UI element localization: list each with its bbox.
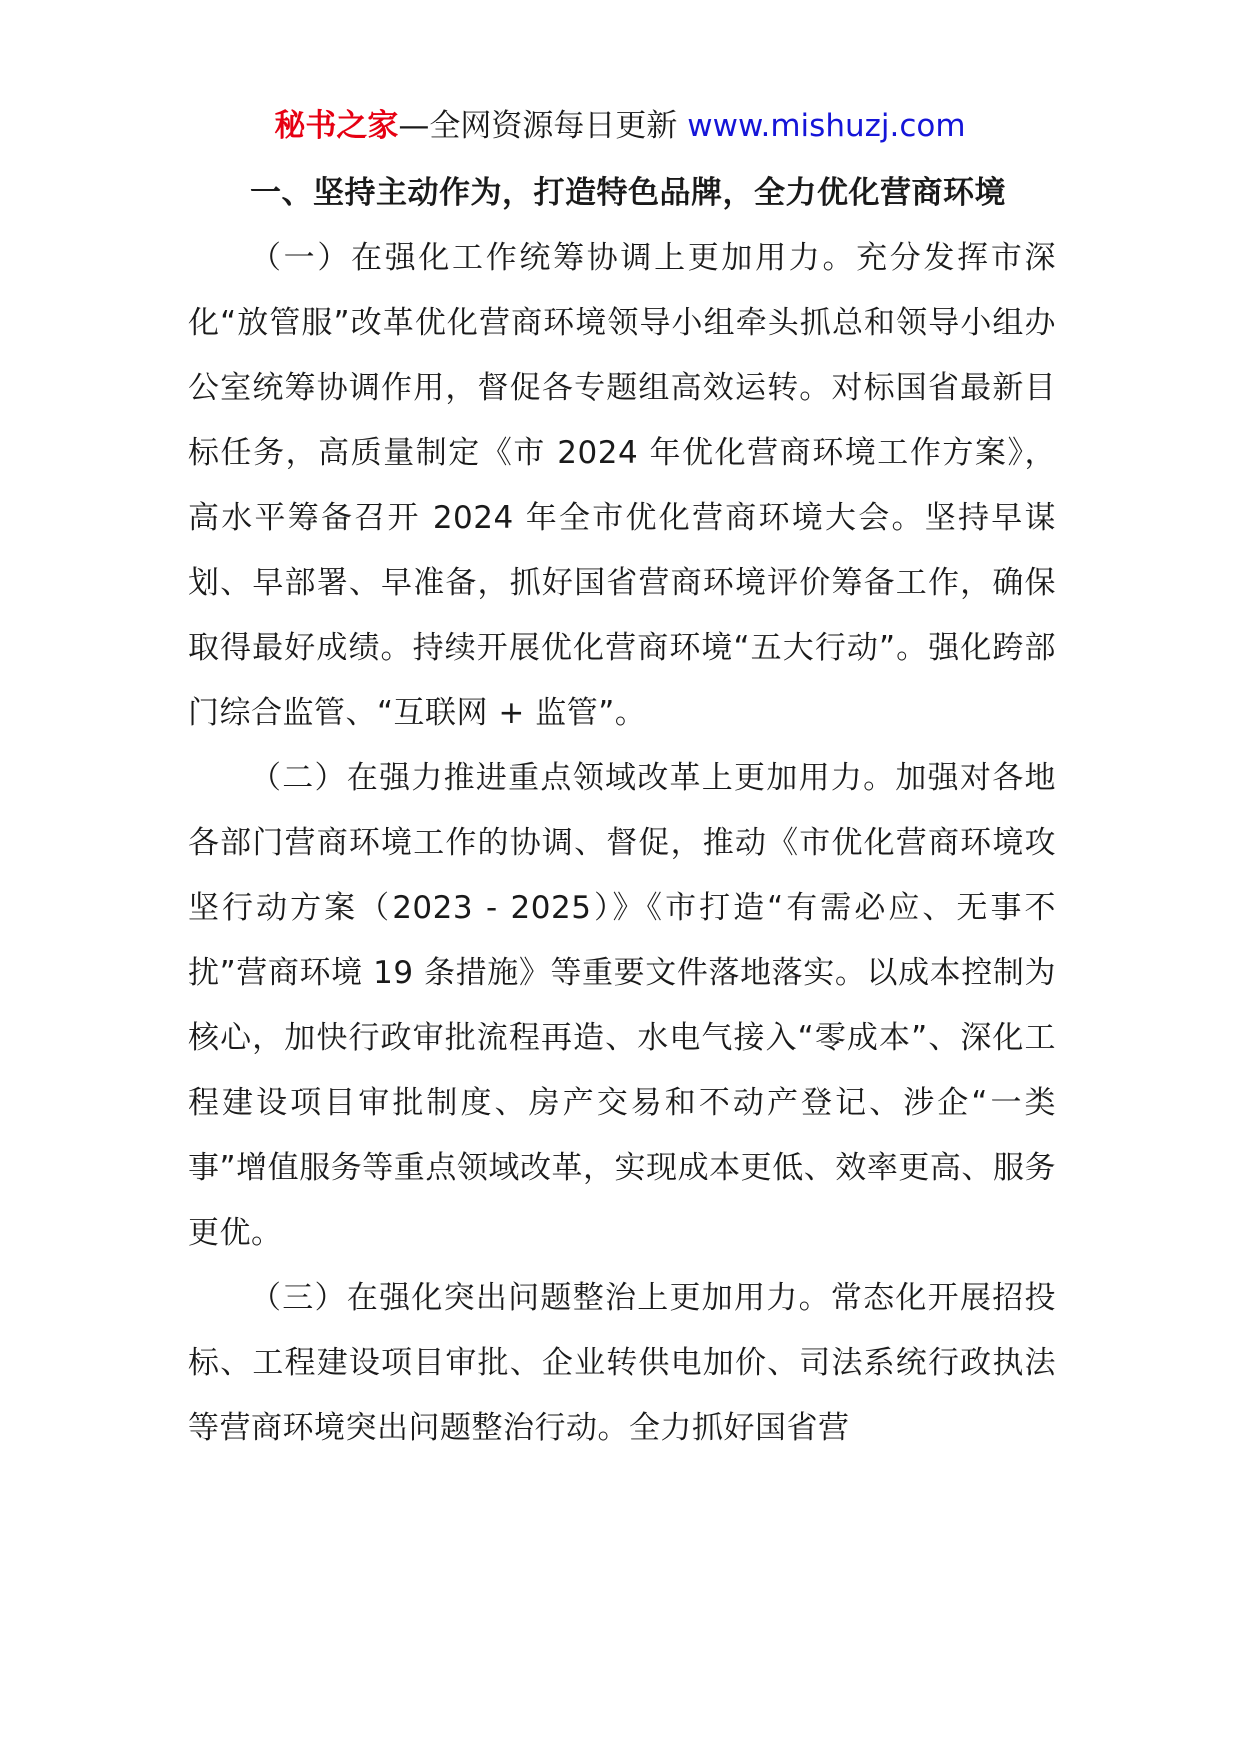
brand-name: 秘书之家 bbox=[274, 108, 399, 144]
page-header bbox=[0, 104, 1240, 148]
header-url-link[interactable]: www.mishuzj.com bbox=[687, 108, 966, 144]
document-body bbox=[188, 161, 1056, 1461]
header-tagline: —全网资源每日更新 bbox=[398, 108, 688, 144]
paragraph: （三）在强化突出问题整治上更加用力。常态化开展招投标、工程建设项目审批、企业转供电加价、司法系统行政执法等营商环境突出问题整治行动。全力抓好国省营 bbox=[188, 1280, 1056, 1446]
section-heading: 一、坚持主动作为，打造特色品牌，全力优化营商环境 bbox=[250, 175, 1006, 211]
paragraph: （二）在强力推进重点领域改革上更加用力。加强对各地各部门营商环境工作的协调、督促，推动《市优化营商环境攻坚行动方案（2023 - 2025）》《市打造“有需必应、无事不扰”营商环境 19 条措施》等重要文件落地落实。以成本控制为核心，加快行政审批流程再造、水电气接入“零成本”、深化工程建设项目审批制度、房产交易和不动产登记、涉企“一类事”增值服务等重点领域改革，实现成本更低、效率更高、服务更优。 bbox=[188, 760, 1056, 1251]
paragraph: （一）在强化工作统筹协调上更加用力。充分发挥市深化“放管服”改革优化营商环境领导小组牵头抓总和领导小组办公室统筹协调作用，督促各专题组高效运转。对标国省最新目标任务，高质量制定《市 2024 年优化营商环境工作方案》，高水平筹备召开 2024 年全市优化营商环境大会。坚持早谋划、早部署、早准备，抓好国省营商环境评价筹备工作，确保取得最好成绩。持续开展优化营商环境“五大行动”。强化跨部门综合监管、“互联网 + 监管”。 bbox=[188, 240, 1056, 731]
